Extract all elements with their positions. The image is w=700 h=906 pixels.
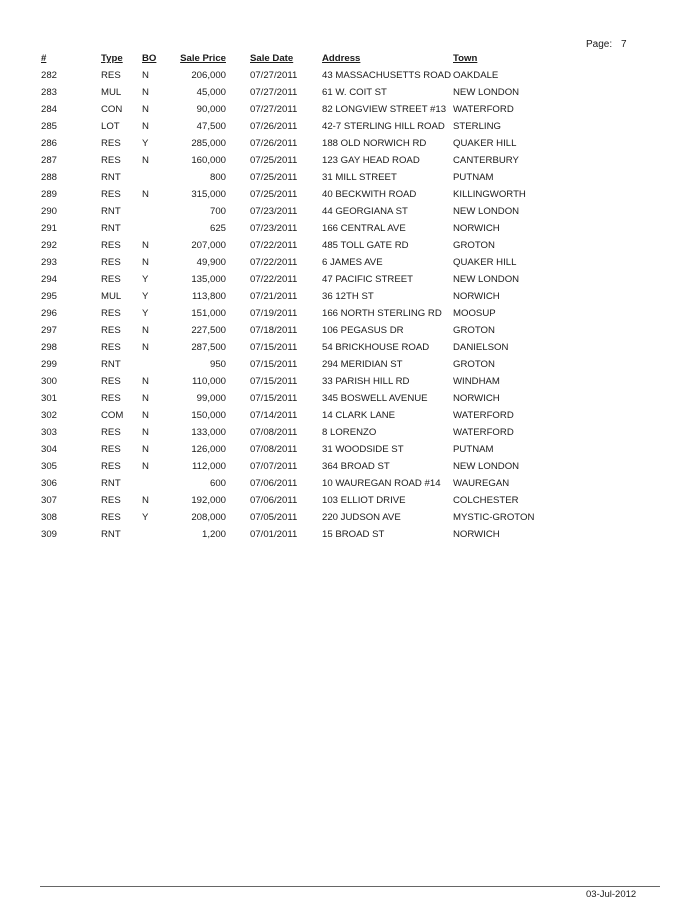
cell-town: WATERFORD: [453, 410, 514, 421]
cell-spacer: [226, 390, 250, 407]
cell-type: RES: [101, 308, 121, 319]
cell-type: RES: [101, 138, 121, 149]
cell-sale-price: 285,000: [191, 138, 226, 149]
col-spacer: [226, 50, 250, 67]
table-row: [0, 356, 534, 373]
table-row: [0, 305, 534, 322]
cell-sale-price: 287,500: [191, 342, 226, 353]
cell-type: RES: [101, 70, 121, 81]
cell-num: 295: [41, 291, 58, 302]
footer-date: 03-Jul-2012: [586, 889, 637, 900]
table-row: [0, 67, 534, 84]
cell-address: 103 ELLIOT DRIVE: [322, 495, 406, 506]
cell-address: 106 PEGASUS DR: [322, 325, 404, 336]
cell-bo: N: [142, 189, 149, 200]
cell-type: RES: [101, 274, 121, 285]
cell-sale-date: 07/22/2011: [250, 257, 298, 268]
cell-bo: N: [142, 121, 149, 132]
cell-town: PUTNAM: [453, 444, 494, 455]
cell-num: 302: [41, 410, 58, 421]
cell-type: RES: [101, 427, 121, 438]
cell-town: NORWICH: [453, 393, 500, 404]
cell-sale-price: 625: [209, 223, 226, 234]
cell-spacer: [226, 118, 250, 135]
cell-num: 298: [41, 342, 58, 353]
cell-sale-price: 47,500: [196, 121, 226, 132]
cell-sale-date: 07/01/2011: [250, 529, 298, 540]
cell-town: MOOSUP: [453, 308, 496, 319]
cell-spacer: [226, 152, 250, 169]
cell-sale-price: 112,000: [192, 461, 226, 472]
cell-sale-date: 07/25/2011: [250, 189, 298, 200]
cell-bo: N: [142, 461, 149, 472]
col-header-bo: BO: [142, 53, 157, 64]
cell-spacer: [226, 526, 250, 543]
cell-address: 40 BECKWITH ROAD: [322, 189, 417, 200]
cell-type: RES: [101, 257, 121, 268]
cell-spacer: [226, 339, 250, 356]
cell-spacer: [226, 475, 250, 492]
cell-num: 309: [41, 529, 58, 540]
cell-spacer: [226, 322, 250, 339]
cell-sale-date: 07/08/2011: [250, 444, 298, 455]
table-row: [0, 220, 534, 237]
table-row: [0, 135, 534, 152]
cell-town: KILLINGWORTH: [453, 189, 526, 200]
cell-num: 291: [41, 223, 58, 234]
cell-num: 285: [41, 121, 58, 132]
table-row: [0, 390, 534, 407]
cell-address: 485 TOLL GATE RD: [322, 240, 409, 251]
cell-sale-date: 07/19/2011: [250, 308, 298, 319]
cell-bo: N: [142, 444, 149, 455]
cell-num: 300: [41, 376, 58, 387]
cell-num: 303: [41, 427, 58, 438]
cell-town: WAUREGAN: [453, 478, 510, 489]
cell-num: 289: [41, 189, 58, 200]
cell-sale-date: 07/05/2011: [250, 512, 298, 523]
cell-sale-date: 07/06/2011: [250, 478, 298, 489]
cell-sale-price: 207,000: [191, 240, 226, 251]
cell-bo: [142, 526, 180, 543]
cell-address: 364 BROAD ST: [322, 461, 390, 472]
cell-bo: N: [142, 495, 149, 506]
cell-address: 42-7 STERLING HILL ROAD: [322, 121, 445, 132]
cell-sale-price: 49,900: [196, 257, 226, 268]
cell-spacer: [226, 67, 250, 84]
cell-bo: N: [142, 70, 149, 81]
cell-num: 294: [41, 274, 58, 285]
cell-type: RNT: [101, 206, 121, 217]
cell-sale-date: 07/15/2011: [250, 359, 298, 370]
cell-sale-date: 07/15/2011: [250, 376, 298, 387]
cell-type: RNT: [101, 223, 121, 234]
cell-bo: [142, 356, 180, 373]
cell-num: 284: [41, 104, 58, 115]
cell-sale-price: 700: [209, 206, 226, 217]
cell-address: 82 LONGVIEW STREET #13: [322, 104, 447, 115]
cell-sale-date: 07/15/2011: [250, 342, 298, 353]
cell-type: LOT: [101, 121, 120, 132]
cell-spacer: [226, 135, 250, 152]
cell-type: RNT: [101, 172, 121, 183]
cell-spacer: [226, 288, 250, 305]
cell-sale-date: 07/26/2011: [250, 138, 298, 149]
cell-type: CON: [101, 104, 123, 115]
cell-spacer: [226, 424, 250, 441]
cell-bo: N: [142, 376, 149, 387]
cell-bo: Y: [142, 308, 149, 319]
cell-sale-date: 07/23/2011: [250, 206, 298, 217]
col-header-type: Type: [101, 53, 123, 64]
cell-bo: N: [142, 257, 149, 268]
cell-type: RES: [101, 444, 121, 455]
cell-town: QUAKER HILL: [453, 257, 517, 268]
cell-sale-price: 135,000: [191, 274, 226, 285]
cell-town: WINDHAM: [453, 376, 500, 387]
table-row: [0, 288, 534, 305]
cell-spacer: [226, 407, 250, 424]
table-row: [0, 254, 534, 271]
cell-num: 297: [41, 325, 58, 336]
cell-sale-date: 07/22/2011: [250, 240, 298, 251]
table-row: [0, 458, 534, 475]
table-row: [0, 441, 534, 458]
cell-address: 8 LORENZO: [322, 427, 377, 438]
cell-sale-date: 07/25/2011: [250, 172, 298, 183]
cell-num: 307: [41, 495, 58, 506]
cell-address: 43 MASSACHUSETTS ROAD: [322, 70, 452, 81]
cell-sale-price: 110,000: [192, 376, 226, 387]
cell-address: 14 CLARK LANE: [322, 410, 396, 421]
cell-bo: Y: [142, 512, 149, 523]
cell-type: RES: [101, 512, 121, 523]
cell-sale-date: 07/23/2011: [250, 223, 298, 234]
col-header-sale-price: Sale Price: [180, 53, 226, 64]
cell-bo: [142, 475, 180, 492]
cell-num: 290: [41, 206, 58, 217]
cell-spacer: [226, 186, 250, 203]
cell-sale-date: 07/27/2011: [250, 87, 298, 98]
cell-town: QUAKER HILL: [453, 138, 517, 149]
cell-address: 54 BRICKHOUSE ROAD: [322, 342, 430, 353]
cell-bo: [142, 203, 180, 220]
table-row: [0, 339, 534, 356]
cell-town: NORWICH: [453, 529, 500, 540]
table-row: [0, 84, 534, 101]
cell-sale-date: 07/08/2011: [250, 427, 298, 438]
cell-num: 296: [41, 308, 58, 319]
cell-spacer: [226, 356, 250, 373]
cell-num: 292: [41, 240, 58, 251]
table-row: [0, 322, 534, 339]
cell-address: 188 OLD NORWICH RD: [322, 138, 427, 149]
cell-sale-price: 600: [209, 478, 226, 489]
cell-town: NEW LONDON: [453, 461, 520, 472]
col-header-town: Town: [453, 53, 478, 64]
cell-sale-price: 800: [209, 172, 226, 183]
cell-bo: N: [142, 393, 149, 404]
cell-town: NORWICH: [453, 223, 500, 234]
cell-spacer: [226, 220, 250, 237]
cell-sale-price: 99,000: [196, 393, 226, 404]
cell-town: DANIELSON: [453, 342, 509, 353]
cell-num: 304: [41, 444, 58, 455]
table-body: [0, 67, 534, 543]
cell-type: RES: [101, 155, 121, 166]
cell-address: 123 GAY HEAD ROAD: [322, 155, 420, 166]
cell-address: 294 MERIDIAN ST: [322, 359, 403, 370]
cell-spacer: [226, 169, 250, 186]
cell-num: 301: [41, 393, 58, 404]
cell-sale-price: 90,000: [196, 104, 226, 115]
cell-num: 283: [41, 87, 58, 98]
cell-bo: N: [142, 104, 149, 115]
col-header-address: Address: [322, 53, 361, 64]
cell-bo: N: [142, 325, 149, 336]
cell-num: 286: [41, 138, 58, 149]
cell-num: 288: [41, 172, 58, 183]
cell-town: CANTERBURY: [453, 155, 519, 166]
cell-address: 44 GEORGIANA ST: [322, 206, 408, 217]
page-label: Page:: [586, 39, 613, 50]
cell-town: NEW LONDON: [453, 87, 520, 98]
cell-address: 15 BROAD ST: [322, 529, 385, 540]
table-row: [0, 118, 534, 135]
cell-address: 166 CENTRAL AVE: [322, 223, 406, 234]
cell-num: 306: [41, 478, 58, 489]
table-row: [0, 101, 534, 118]
cell-type: RES: [101, 393, 121, 404]
cell-num: 305: [41, 461, 58, 472]
cell-type: RNT: [101, 529, 121, 540]
cell-town: MYSTIC-GROTON: [453, 512, 535, 523]
cell-sale-date: 07/14/2011: [250, 410, 298, 421]
cell-town: GROTON: [453, 240, 495, 251]
cell-sale-date: 07/26/2011: [250, 121, 298, 132]
cell-town: WATERFORD: [453, 104, 514, 115]
table-row: [0, 237, 534, 254]
cell-address: 31 WOODSIDE ST: [322, 444, 404, 455]
cell-bo: N: [142, 240, 149, 251]
cell-spacer: [226, 203, 250, 220]
table-row: [0, 509, 534, 526]
cell-spacer: [226, 271, 250, 288]
cell-spacer: [226, 492, 250, 509]
table-row: [0, 407, 534, 424]
cell-bo: [142, 220, 180, 237]
cell-spacer: [226, 458, 250, 475]
page-number: 7: [621, 39, 627, 50]
cell-bo: N: [142, 155, 149, 166]
cell-sale-price: 1,200: [201, 529, 226, 540]
cell-spacer: [226, 509, 250, 526]
cell-spacer: [226, 373, 250, 390]
cell-type: MUL: [101, 291, 122, 302]
cell-bo: N: [142, 410, 149, 421]
cell-sale-date: 07/06/2011: [250, 495, 298, 506]
cell-address: 36 12TH ST: [322, 291, 374, 302]
cell-address: 61 W. COIT ST: [322, 87, 387, 98]
cell-spacer: [226, 305, 250, 322]
cell-sale-price: 208,000: [191, 512, 226, 523]
table-header-row: [0, 50, 534, 67]
cell-spacer: [226, 441, 250, 458]
sales-table: [0, 50, 534, 543]
cell-bo: N: [142, 87, 149, 98]
cell-sale-date: 07/25/2011: [250, 155, 298, 166]
cell-sale-date: 07/22/2011: [250, 274, 298, 285]
cell-address: 47 PACIFIC STREET: [322, 274, 413, 285]
cell-town: COLCHESTER: [453, 495, 519, 506]
cell-sale-price: 315,000: [191, 189, 226, 200]
cell-type: RES: [101, 495, 121, 506]
footer-divider: [40, 886, 660, 887]
cell-sale-price: 160,000: [191, 155, 226, 166]
cell-sale-price: 150,000: [191, 410, 226, 421]
cell-sale-date: 07/07/2011: [250, 461, 298, 472]
cell-bo: N: [142, 342, 149, 353]
cell-bo: Y: [142, 138, 149, 149]
cell-bo: Y: [142, 291, 149, 302]
cell-town: NEW LONDON: [453, 206, 520, 217]
cell-num: 287: [41, 155, 58, 166]
table-row: [0, 492, 534, 509]
table-row: [0, 152, 534, 169]
cell-bo: [142, 169, 180, 186]
cell-sale-price: 192,000: [191, 495, 226, 506]
cell-address: 10 WAUREGAN ROAD #14: [322, 478, 441, 489]
cell-sale-price: 45,000: [196, 87, 226, 98]
cell-type: MUL: [101, 87, 122, 98]
cell-sale-price: 151,000: [191, 308, 226, 319]
cell-town: WATERFORD: [453, 427, 514, 438]
cell-type: RNT: [101, 478, 121, 489]
cell-town: STERLING: [453, 121, 501, 132]
table-row: [0, 186, 534, 203]
cell-spacer: [226, 84, 250, 101]
cell-town: NEW LONDON: [453, 274, 520, 285]
cell-spacer: [226, 237, 250, 254]
cell-spacer: [226, 101, 250, 118]
cell-sale-price: 206,000: [191, 70, 226, 81]
cell-sale-price: 950: [209, 359, 226, 370]
table-row: [0, 169, 534, 186]
cell-sale-date: 07/18/2011: [250, 325, 298, 336]
table-row: [0, 526, 534, 543]
col-header-sale-date: Sale Date: [250, 53, 294, 64]
cell-address: 166 NORTH STERLING RD: [322, 308, 442, 319]
table-row: [0, 475, 534, 492]
cell-type: RES: [101, 240, 121, 251]
cell-bo: Y: [142, 274, 149, 285]
cell-type: RNT: [101, 359, 121, 370]
cell-town: NORWICH: [453, 291, 500, 302]
cell-town: GROTON: [453, 359, 495, 370]
cell-type: COM: [101, 410, 124, 421]
cell-sale-date: 07/15/2011: [250, 393, 298, 404]
cell-address: 31 MILL STREET: [322, 172, 397, 183]
cell-num: 299: [41, 359, 58, 370]
cell-spacer: [226, 254, 250, 271]
cell-address: 345 BOSWELL AVENUE: [322, 393, 428, 404]
cell-type: RES: [101, 461, 121, 472]
table-row: [0, 271, 534, 288]
table-row: [0, 373, 534, 390]
cell-town: GROTON: [453, 325, 495, 336]
cell-sale-price: 126,000: [191, 444, 226, 455]
cell-sale-price: 133,000: [191, 427, 226, 438]
table-row: [0, 203, 534, 220]
cell-type: RES: [101, 189, 121, 200]
cell-type: RES: [101, 376, 121, 387]
cell-sale-price: 227,500: [191, 325, 226, 336]
table-row: [0, 424, 534, 441]
cell-num: 308: [41, 512, 58, 523]
cell-address: 220 JUDSON AVE: [322, 512, 401, 523]
cell-sale-date: 07/27/2011: [250, 104, 298, 115]
cell-address: 6 JAMES AVE: [322, 257, 383, 268]
cell-address: 33 PARISH HILL RD: [322, 376, 410, 387]
cell-town: OAKDALE: [453, 70, 499, 81]
cell-type: RES: [101, 342, 121, 353]
cell-bo: N: [142, 427, 149, 438]
cell-sale-date: 07/27/2011: [250, 70, 298, 81]
cell-type: RES: [101, 325, 121, 336]
col-header-num: #: [41, 53, 47, 64]
cell-num: 282: [41, 70, 58, 81]
cell-town: PUTNAM: [453, 172, 494, 183]
cell-sale-price: 113,800: [192, 291, 226, 302]
cell-num: 293: [41, 257, 58, 268]
cell-sale-date: 07/21/2011: [250, 291, 298, 302]
